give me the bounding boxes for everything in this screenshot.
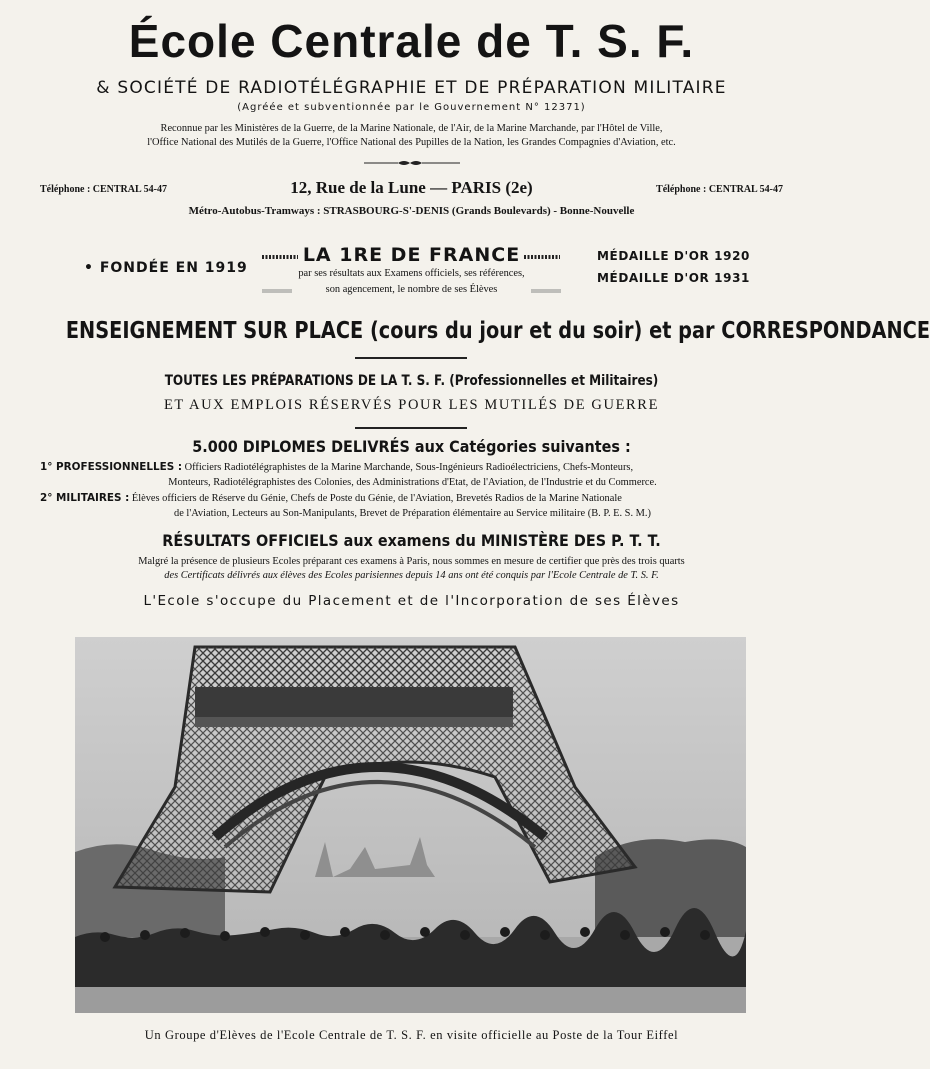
category-text: Officiers Radiotélégraphistes de la Marine Marchande, Sous-Ingénieurs Radioélectriciens, Chefs-Monteurs, bbox=[181, 462, 634, 473]
first-subtitle-2: son agencement, le nombre de ses Élèves bbox=[325, 284, 498, 295]
category-text: de l'Aviation, Lecteurs au Son-Manipulants, Brevet de Préparation élémentaire au Service militaire (B. P. E. S. M.) bbox=[174, 508, 651, 519]
page-title: École Centrale de T. S. F. bbox=[128, 15, 695, 67]
agreement-note: (Agréée et subventionnée par le Gouvernement N° 12371) bbox=[237, 102, 586, 113]
category-label: 1° PROFESSIONNELLES : bbox=[40, 461, 182, 473]
category-text: Monteurs, Radiotélégraphistes des Colonies, des Administrations d'Etat, de l'Aviation, de l'Industrie et du Commerce. bbox=[168, 477, 657, 488]
placement-line: L'Ecole s'occupe du Placement et de l'Incorporation de ses Élèves bbox=[143, 593, 680, 609]
founded-year: • FONDÉE EN 1919 bbox=[84, 260, 248, 276]
diplomas-headline: 5.000 DIPLOMES DELIVRÉS aux Catégories suivantes : bbox=[192, 437, 631, 456]
address: 12, Rue de la Lune — PARIS (2e) bbox=[290, 178, 533, 197]
ornament-divider bbox=[364, 158, 460, 168]
category-text: Élèves officiers de Réserve du Génie, Chefs de Poste du Génie, de l'Aviation, Brevetés Radios de la Marine Nationale bbox=[129, 493, 622, 504]
medal-1931: MÉDAILLE D'OR 1931 bbox=[597, 271, 750, 285]
category-professional bbox=[40, 460, 785, 490]
teaching-headline: ENSEIGNEMENT SUR PLACE (cours du jour et du soir) et par CORRESPONDANCE bbox=[65, 318, 930, 344]
recognition-line-2: l'Office National des Mutilés de la Guerre, l'Office National des Pupilles de la Nation, les Grandes Compagnies d'Aviation, etc. bbox=[147, 137, 676, 148]
category-military bbox=[40, 491, 785, 521]
results-text-1: Malgré la présence de plusieurs Ecoles préparant ces examens à Paris, nous sommes en mesure de certifier que près des trois quarts bbox=[138, 556, 685, 567]
telephone-left: Téléphone : CENTRAL 54-47 bbox=[40, 184, 167, 195]
medal-1920: MÉDAILLE D'OR 1920 bbox=[597, 249, 750, 263]
telephone-right: Téléphone : CENTRAL 54-47 bbox=[656, 184, 783, 195]
ornament-right-dots bbox=[524, 254, 560, 260]
divider-rule bbox=[355, 357, 467, 359]
category-label: 2° MILITAIRES : bbox=[40, 492, 130, 504]
first-subtitle-1: par ses résultats aux Examens officiels, ses références, bbox=[298, 268, 525, 279]
ornament-sub-left bbox=[262, 288, 292, 294]
divider-rule bbox=[355, 427, 467, 429]
preparations-line: TOUTES LES PRÉPARATIONS DE LA T. S. F. (Professionnelles et Militaires) bbox=[164, 373, 659, 389]
metro-info: Métro-Autobus-Tramways : STRASBOURG-S'-DENIS (Grands Boulevards) - Bonne-Nouvelle bbox=[188, 205, 635, 217]
eiffel-tower-photo bbox=[75, 637, 746, 1013]
first-in-france: LA 1RE DE FRANCE bbox=[302, 244, 521, 266]
reserved-jobs-line: ET AUX EMPLOIS RÉSERVÉS POUR LES MUTILÉS DE GUERRE bbox=[163, 397, 660, 413]
results-headline: RÉSULTATS OFFICIELS aux examens du MINISTÈRE DES P. T. T. bbox=[162, 531, 661, 550]
photo-caption: Un Groupe d'Elèves de l'Ecole Centrale de T. S. F. en visite officielle au Poste de la Tour Eiffel bbox=[144, 1028, 679, 1042]
results-text-2: des Certificats délivrés aux élèves des Ecoles parisiennes depuis 14 ans ont été conquis par l'Ecole Centrale de T. S. F. bbox=[164, 570, 659, 581]
subtitle: & SOCIÉTÉ DE RADIOTÉLÉGRAPHIE ET DE PRÉPARATION MILITAIRE bbox=[96, 78, 727, 98]
recognition-line-1: Reconnue par les Ministères de la Guerre, de la Marine Nationale, de l'Air, de la Marine Marchande, par l'Hôtel de Ville, bbox=[160, 123, 663, 134]
ornament-sub-right bbox=[531, 288, 561, 294]
